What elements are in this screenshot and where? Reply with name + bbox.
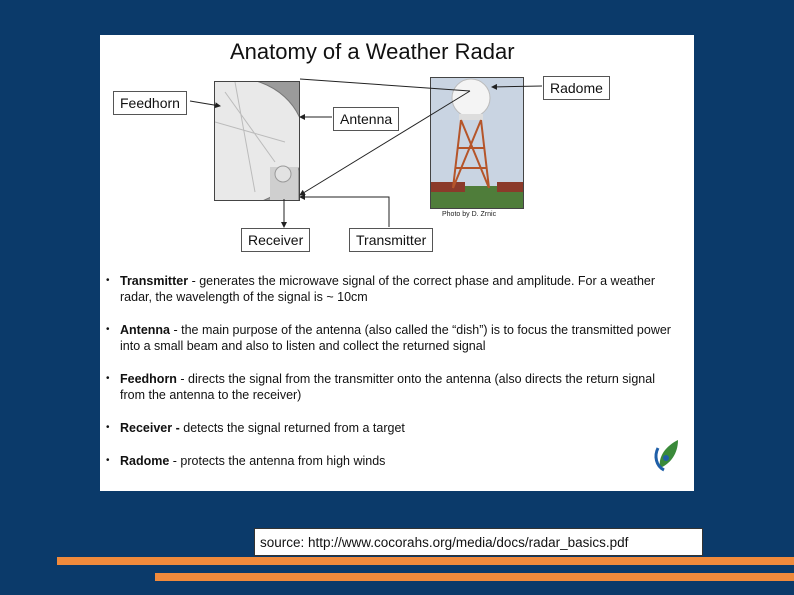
label-transmitter: Transmitter bbox=[349, 228, 433, 252]
label-feedhorn: Feedhorn bbox=[113, 91, 187, 115]
bullet-radome bbox=[106, 453, 676, 469]
bullet-term: Transmitter bbox=[120, 274, 189, 288]
bullet-dot: • bbox=[106, 275, 110, 286]
bullet-text: detects the signal returned from a target bbox=[179, 421, 405, 435]
cocorahs-logo-icon bbox=[652, 438, 684, 472]
bullet-dot: • bbox=[106, 422, 110, 433]
bullet-dot: • bbox=[106, 455, 110, 466]
diagram-title: Anatomy of a Weather Radar bbox=[230, 39, 515, 64]
bullet-text: - protects the antenna from high winds bbox=[169, 454, 386, 468]
slide-card bbox=[100, 35, 694, 491]
bullet-term: Feedhorn bbox=[120, 372, 177, 386]
source-citation: source: http://www.cocorahs.org/media/docs/radar_basics.pdf bbox=[254, 528, 703, 556]
bullet-text: - the main purpose of the antenna (also called the “dish”) is to focus the transmitted power into a small beam and also to listen and collect the returned signal bbox=[120, 323, 671, 353]
bullet-term: Antenna bbox=[120, 323, 170, 337]
photo-credit: Photo by D. Zrnic bbox=[442, 211, 497, 218]
bullet-transmitter bbox=[106, 273, 676, 305]
label-receiver: Receiver bbox=[241, 228, 310, 252]
bullet-dot: • bbox=[106, 373, 110, 384]
bullet-text: - generates the microwave signal of the correct phase and amplitude. For a weather radar, the wavelength of the signal is ~ 10cm bbox=[120, 274, 656, 304]
label-antenna: Antenna bbox=[333, 107, 399, 131]
bullet-antenna bbox=[106, 322, 676, 354]
accent-bar-top bbox=[57, 557, 794, 565]
bullet-dot: • bbox=[106, 324, 110, 335]
label-radome: Radome bbox=[543, 76, 610, 100]
bullet-term: Radome bbox=[120, 454, 170, 468]
bullet-feedhorn bbox=[106, 371, 676, 403]
bullet-receiver bbox=[106, 420, 676, 436]
connector-arrows bbox=[100, 35, 694, 265]
accent-bar-bottom bbox=[155, 573, 794, 581]
bullet-term: Receiver - bbox=[120, 421, 180, 435]
bullet-text: - directs the signal from the transmitter onto the antenna (also directs the return signal from the antenna to the receiver) bbox=[120, 372, 655, 402]
bullet-list bbox=[106, 273, 676, 486]
